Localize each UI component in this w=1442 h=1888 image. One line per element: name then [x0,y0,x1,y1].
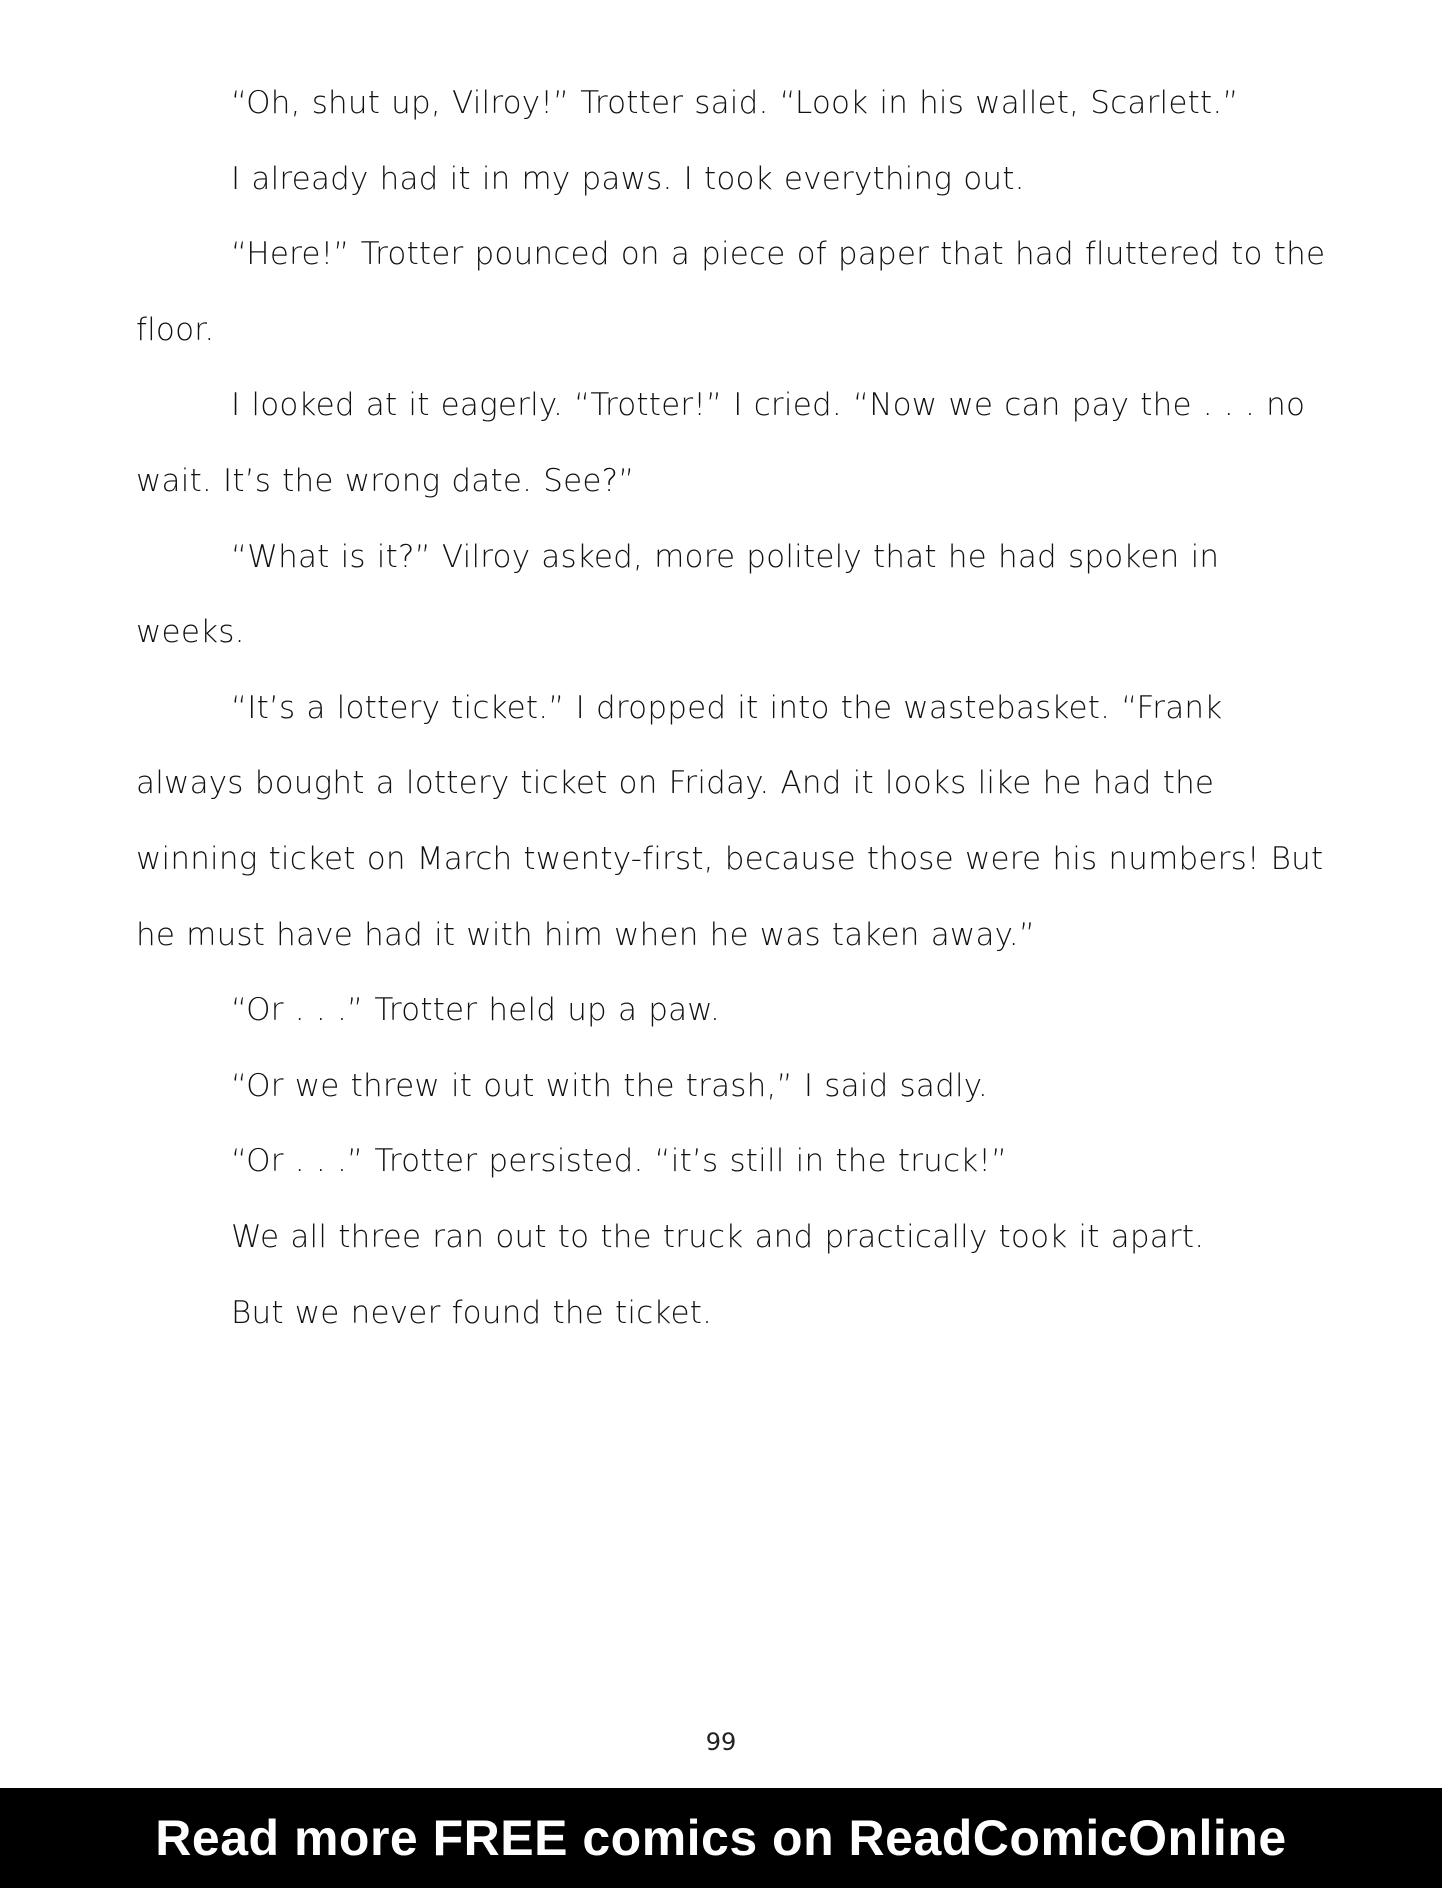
paragraph: “What is it?” Vilroy asked, more politely that he had spoken in weeks. [136,538,1220,651]
promo-banner[interactable] [0,1788,1442,1888]
paragraph: I already had it in my paws. I took everything out. [231,160,1025,197]
page-number: 99 [705,1728,737,1756]
paragraph: “It’s a lottery ticket.” I dropped it into the wastebasket. “Frank always bought a lottery ticket on Friday. And it looks like he had the winning ticket on March twenty-first, because those were his numbers! But he must have had it with him when he was taken away.” [136,689,1324,953]
paragraph: “Here!” Trotter pounced on a piece of paper that had fluttered to the floor. [136,236,1326,348]
page-body-text [136,66,1336,1351]
paragraph: “Or . . .” Trotter persisted. “it’s still in the truck!” [231,1143,1008,1180]
paragraph: I looked at it eagerly. “Trotter!” I cried. “Now we can pay the . . . no wait. It’s the wrong date. See?” [136,387,1306,499]
paragraph: But we never found the ticket. [231,1294,713,1331]
paragraph: “Or . . .” Trotter held up a paw. [231,992,721,1029]
promo-banner-link[interactable]: Read more FREE comics on ReadComicOnline [155,1810,1287,1866]
paragraph: “Or we threw it out with the trash,” I said sadly. [231,1067,988,1104]
paragraph: We all three ran out to the truck and practically took it apart. [231,1218,1205,1255]
paragraph: “Oh, shut up, Vilroy!” Trotter said. “Look in his wallet, Scarlett.” [231,85,1239,121]
